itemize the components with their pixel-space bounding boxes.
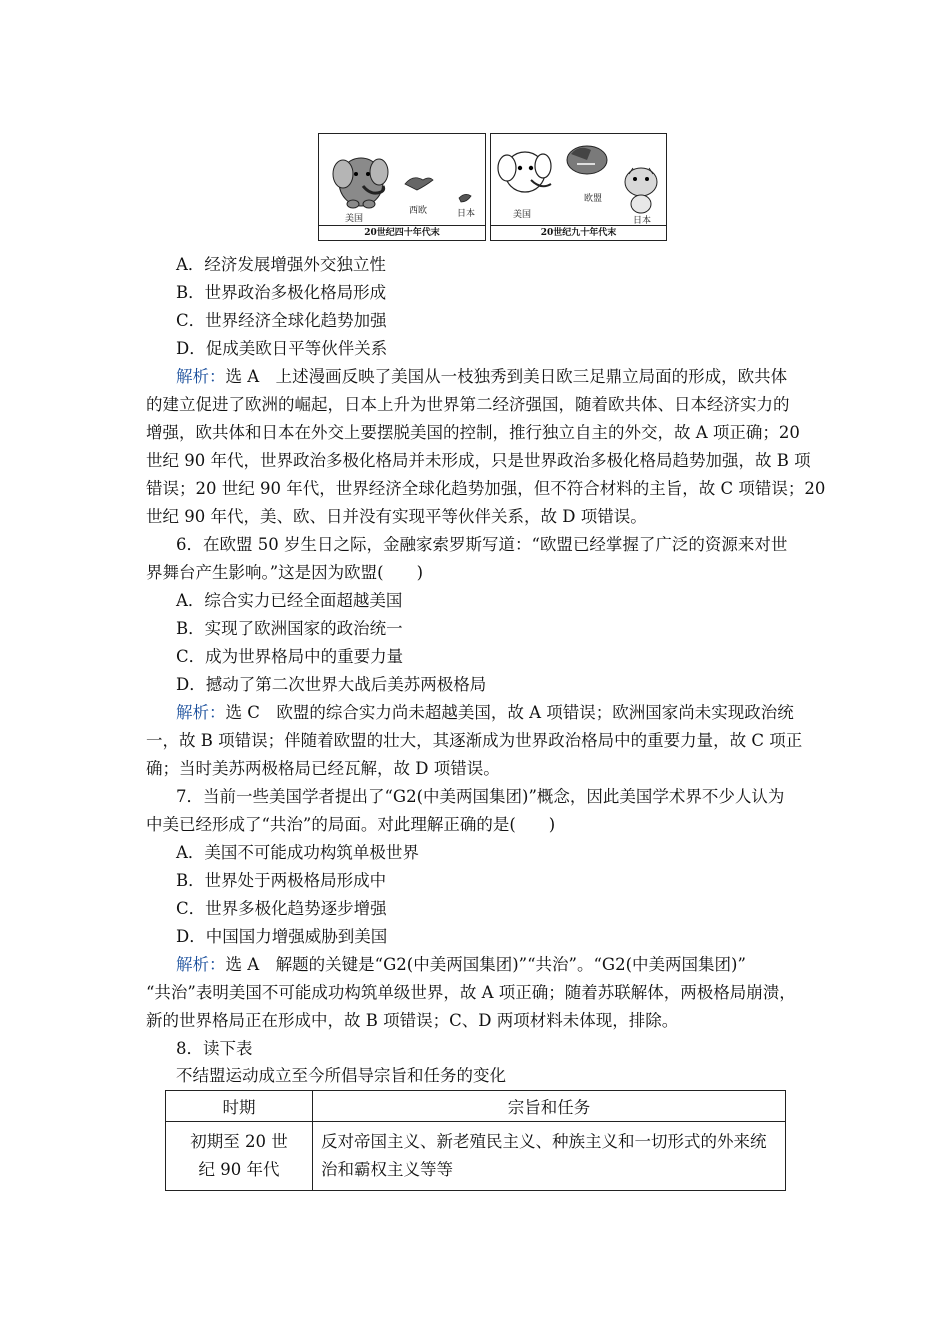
cartoon-panel-1940s (318, 133, 486, 241)
q7-stem-line-1: 7．当前一些美国学者提出了“G2(中美两国集团)”概念，因此美国学术界不少人认为 (176, 787, 785, 806)
cartoon-caption-1940s: 20世纪四十年代末 (319, 225, 485, 240)
q5-answer: 选 A (225, 367, 260, 386)
table-cell-period (166, 1122, 313, 1191)
q7-option-b: B．世界处于两极格局形成中 (176, 871, 387, 890)
q7-analysis-text: 解题的关键是“G2(中美两国集团)”“共治”。“G2(中美两国集团)” (275, 955, 746, 974)
q5-analysis-line-1 (176, 363, 787, 391)
cartoon-caption-1990s: 20世纪九十年代末 (491, 225, 666, 240)
period-line-2: 纪 90 年代 (198, 1160, 280, 1179)
q7-option-a: A．美国不可能成功构筑单极世界 (176, 843, 419, 862)
cartoon-label-weu-1940s: 西欧 (409, 206, 428, 216)
q5-analysis-line-6: 世纪 90 年代，美、欧、日并没有实现平等伙伴关系，故 D 项错误。 (146, 507, 647, 526)
q5-analysis-line-4: 世纪 90 年代，世界政治多极化格局并未形成，只是世界政治多极化格局趋势加强，故 B 项 (146, 451, 811, 470)
cartoon-panel-1990s (490, 133, 667, 241)
q5-analysis-line-2: 的建立促进了欧洲的崛起，日本上升为世界第二经济强国，随着欧共体、日本经济实力的 (146, 395, 790, 414)
cartoon-label-us-1940s: 美国 (345, 214, 364, 224)
q6-option-d: D．撼动了第二次世界大战后美苏两极格局 (176, 675, 487, 694)
cartoon-label-jp-1990s: 日本 (633, 216, 652, 226)
q7-option-c: C．世界多极化趋势逐步增强 (176, 899, 387, 918)
q7-analysis-line-3: 新的世界格局正在形成中，故 B 项错误；C、D 两项材料未体现，排除。 (146, 1011, 679, 1030)
q6-option-b: B．实现了欧洲国家的政治统一 (176, 619, 403, 638)
table-row (166, 1122, 786, 1191)
cartoon-label-us-1990s: 美国 (513, 210, 532, 220)
q6-stem-line-2: 界舞台产生影响。”这是因为欧盟( ) (146, 563, 424, 582)
q5-option-b: B．世界政治多极化格局形成 (176, 283, 387, 302)
q8-stem: 8．读下表 (176, 1039, 253, 1058)
q7-stem-line-2: 中美已经形成了“共治”的局面。对此理解正确的是( ) (146, 815, 556, 834)
q7-answer: 选 A (225, 955, 260, 974)
q7-analysis-label: 解析： (176, 955, 226, 974)
q7-analysis-line-1 (176, 951, 746, 979)
table-header-period: 时期 (166, 1091, 313, 1122)
cartoon-label-jp-1940s: 日本 (457, 209, 476, 219)
q5-option-d: D．促成美欧日平等伙伴关系 (176, 339, 388, 358)
q5-analysis-line-3: 增强，欧共体和日本在外交上要摆脱美国的控制，推行独立自主的外交，故 A 项正确；20 (146, 423, 800, 442)
q5-analysis-label: 解析： (176, 367, 226, 386)
q5-option-c: C．世界经济全球化趋势加强 (176, 311, 387, 330)
table-cell-content (313, 1122, 786, 1191)
q5-option-a: A．经济发展增强外交独立性 (176, 255, 386, 274)
q5-analysis-text: 上述漫画反映了美国从一枝独秀到美日欧三足鼎立局面的形成，欧共体 (275, 367, 788, 386)
table-title: 不结盟运动成立至今所倡导宗旨和任务的变化 (176, 1066, 506, 1085)
q6-option-a: A．综合实力已经全面超越美国 (176, 591, 403, 610)
table-header-row (166, 1091, 786, 1122)
period-line-1: 初期至 20 世 (190, 1132, 288, 1151)
q6-analysis-text: 欧盟的综合实力尚未超越美国，故 A 项错误；欧洲国家尚未实现政治统 (276, 703, 794, 722)
content-line-2: 治和霸权主义等等 (321, 1160, 453, 1179)
cartoon-label-eu-1990s: 欧盟 (584, 194, 603, 204)
q6-analysis-line-2: 一，故 B 项错误；伴随着欧盟的壮大，其逐渐成为世界政治格局中的重要力量，故 C 项正 (146, 731, 803, 750)
q6-answer: 选 C (225, 703, 260, 722)
q5-analysis-line-5: 错误；20 世纪 90 年代，世界经济全球化趋势加强，但不符合材料的主旨，故 C 项错误；20 (146, 479, 826, 498)
q8-table (165, 1090, 786, 1191)
q6-analysis-label: 解析： (176, 703, 226, 722)
q6-analysis-line-3: 确；当时美苏两极格局已经瓦解，故 D 项错误。 (146, 759, 500, 778)
q6-stem-line-1: 6．在欧盟 50 岁生日之际，金融家索罗斯写道：“欧盟已经掌握了广泛的资源来对世 (176, 535, 788, 554)
q6-option-c: C．成为世界格局中的重要力量 (176, 647, 404, 666)
q7-analysis-line-2: “共治”表明美国不可能成功构筑单级世界，故 A 项正确；随着苏联解体，两极格局崩溃， (146, 983, 796, 1002)
q6-analysis-line-1 (176, 699, 794, 727)
q7-option-d: D．中国国力增强威胁到美国 (176, 927, 388, 946)
table-header-content: 宗旨和任务 (313, 1091, 786, 1122)
content-line-1: 反对帝国主义、新老殖民主义、种族主义和一切形式的外来统 (321, 1132, 767, 1151)
